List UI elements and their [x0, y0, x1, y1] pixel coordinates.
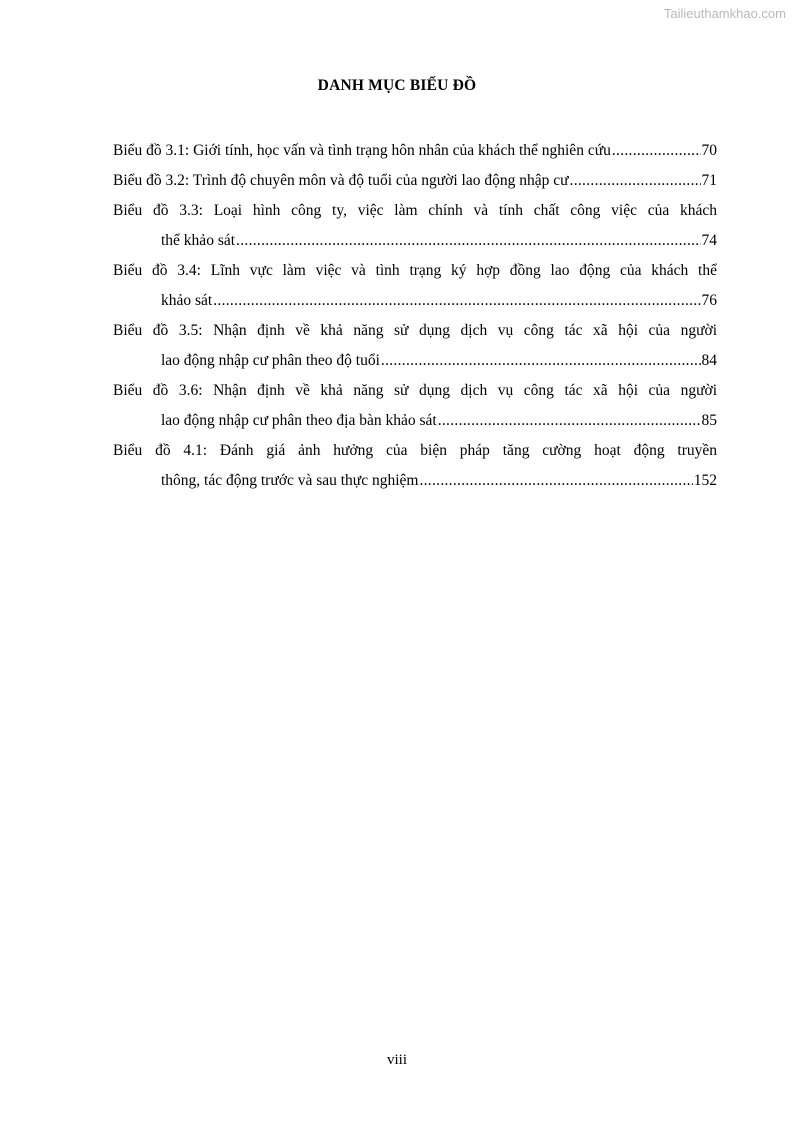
list-item[interactable]	[113, 316, 717, 376]
entry-title: Biểu đồ 3.6: Nhận định về khả năng sử dụng dịch vụ công tác xã hội của người	[113, 382, 717, 399]
entry-title: Biểu đồ 3.5: Nhận định về khả năng sử dụng dịch vụ công tác xã hội của người	[113, 322, 717, 339]
entry-page-number: 76	[701, 292, 717, 309]
page-number: viii	[386, 1052, 407, 1068]
entry-page-number: 152	[693, 472, 717, 489]
entry-title: Biểu đồ 3.4: Lĩnh vực làm việc và tình trạng ký hợp đồng lao động của khách thể	[113, 262, 717, 279]
watermark: Tailieuthamkhao.com	[663, 6, 786, 21]
dot-leader	[570, 166, 701, 196]
entry-title: Biểu đồ 4.1: Đánh giá ảnh hưởng của biện pháp tăng cường hoạt động truyền	[113, 442, 717, 459]
dot-leader	[419, 466, 692, 496]
list-item[interactable]	[113, 436, 717, 496]
entry-page-number: 74	[701, 232, 717, 249]
entry-title-continued: thể khảo sát	[161, 232, 236, 249]
page-title: DANH MỤC BIỂU ĐỒ	[317, 77, 477, 94]
entry-title: Biểu đồ 3.3: Loại hình công ty, việc làm chính và tính chất công việc của khách	[113, 202, 717, 219]
list-item[interactable]	[113, 376, 717, 436]
entry-title: Biểu đồ 3.2: Trình độ chuyên môn và độ tuổi của người lao động nhập cư	[113, 172, 569, 189]
dot-leader	[236, 226, 700, 256]
entry-title-continued: lao động nhập cư phân theo địa bàn khảo sát	[161, 412, 437, 429]
entry-title: Biểu đồ 3.1: Giới tính, học vấn và tình trạng hôn nhân của khách thể nghiên cứu	[113, 142, 611, 159]
list-item[interactable]	[113, 136, 717, 166]
list-item[interactable]	[113, 256, 717, 316]
entry-page-number: 71	[701, 172, 717, 189]
entry-page-number: 85	[701, 412, 717, 429]
dot-leader	[612, 136, 701, 166]
dot-leader	[213, 286, 700, 316]
list-item[interactable]	[113, 166, 717, 196]
entry-title-continued: lao động nhập cư phân theo độ tuổi	[161, 352, 380, 369]
dot-leader	[438, 406, 701, 436]
entry-page-number: 70	[701, 142, 717, 159]
dot-leader	[381, 346, 701, 376]
chart-list	[113, 136, 717, 496]
entry-title-continued: khảo sát	[161, 292, 213, 309]
entry-title-continued: thông, tác động trước và sau thực nghiệm	[161, 472, 419, 489]
list-item[interactable]	[113, 196, 717, 256]
entry-page-number: 84	[701, 352, 717, 369]
